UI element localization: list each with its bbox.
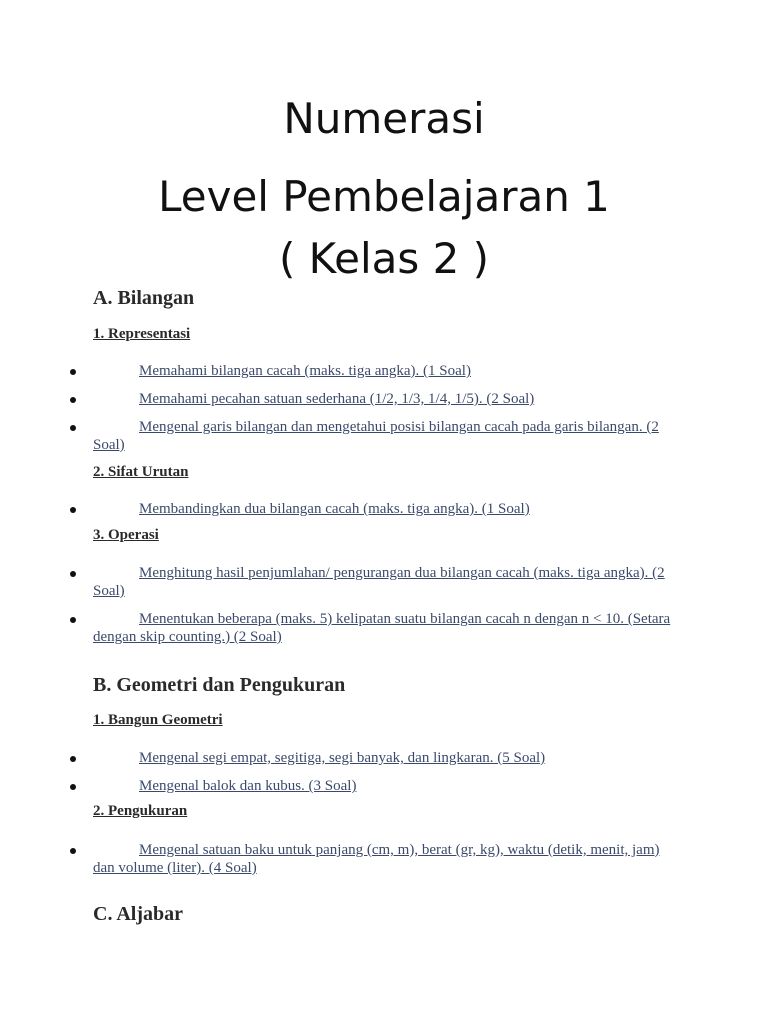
bullet-icon <box>70 397 76 403</box>
bullet-icon <box>70 507 76 513</box>
subsection-heading: 3. Operasi <box>93 527 159 543</box>
subsection-heading: 1. Bangun Geometri <box>93 712 223 728</box>
list-item-link[interactable]: Mengenal balok dan kubus. (3 Soal) <box>139 778 357 794</box>
list-item-link[interactable]: Mengenal satuan baku untuk panjang (cm, m), berat (gr, kg), waktu (detik, menit, jam) dan volume (liter). (4 Soal) <box>93 842 660 876</box>
list-item-link[interactable]: Mengenal garis bilangan dan mengetahui posisi bilangan cacah pada garis bilangan. (2 Soal) <box>93 419 659 453</box>
list-item-link[interactable]: Memahami bilangan cacah (maks. tiga angka). (1 Soal) <box>139 363 471 379</box>
subsection-heading: 1. Representasi <box>93 326 191 342</box>
subsection-heading: 2. Pengukuran <box>93 803 188 819</box>
section-heading: C. Aljabar <box>93 903 183 925</box>
bullet-icon <box>70 756 76 762</box>
section-heading: B. Geometri dan Pengukuran <box>93 674 346 696</box>
list-item-link[interactable]: Menghitung hasil penjumlahan/ pengurangan dua bilangan cacah (maks. tiga angka). (2 Soal) <box>93 565 665 599</box>
list-item-link[interactable]: Menentukan beberapa (maks. 5) kelipatan suatu bilangan cacah n dengan n < 10. (Setara dengan skip counting.) (2 Soal) <box>93 611 671 645</box>
list-item-link[interactable]: Membandingkan dua bilangan cacah (maks. tiga angka). (1 Soal) <box>139 501 530 517</box>
section-heading: A. Bilangan <box>93 287 195 309</box>
bullet-icon <box>70 784 76 790</box>
bullet-icon <box>70 617 76 623</box>
bullet-icon <box>70 425 76 431</box>
list-item-link[interactable]: Mengenal segi empat, segitiga, segi banyak, dan lingkaran. (5 Soal) <box>139 750 546 766</box>
list-item-link[interactable]: Memahami pecahan satuan sederhana (1/2, 1/3, 1/4, 1/5). (2 Soal) <box>139 391 535 407</box>
document-title: Numerasi <box>283 94 485 143</box>
subsection-heading: 2. Sifat Urutan <box>93 464 189 480</box>
bullet-icon <box>70 369 76 375</box>
bullet-icon <box>70 848 76 854</box>
document-subtitle-class: ( Kelas 2 ) <box>278 234 490 283</box>
document-subtitle-level: Level Pembelajaran 1 <box>158 172 610 221</box>
bullet-icon <box>70 571 76 577</box>
